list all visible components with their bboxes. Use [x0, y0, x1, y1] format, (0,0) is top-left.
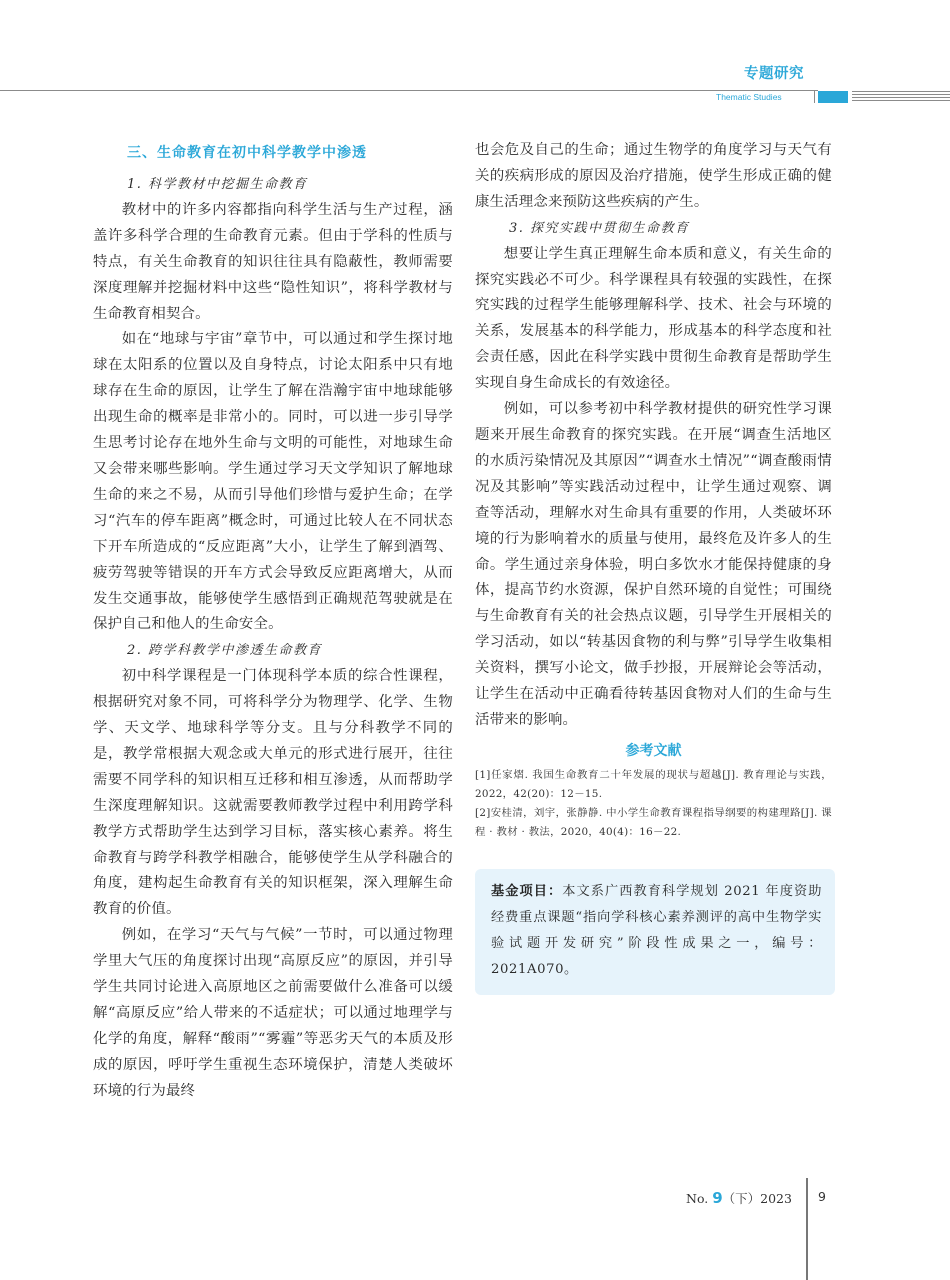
paragraph: 如在“地球与宇宙”章节中，可以通过和学生探讨地球在太阳系的位置以及自身特点，讨论太阳系中只有地球存在生命的原因，让学生了解在浩瀚宇宙中地球能够出现生命的概率是非常小的。同时，可以进一步引导学生思考讨论存在地外生命与文明的可能性，对地球生命又会带来哪些影响。学生通过学习天文学知识了解地球生命的来之不易，从而引导他们珍惜与爱护生命；在学习“汽车的停车距离”概念时，可通过比较人在不同状态下开车所造成的“反应距离”大小，让学生了解到酒驾、疲劳驾驶等错误的开车方式会导致反应距离增大，从而发生交通事故，能够使学生感悟到正确规范驾驶就是在保护自己和他人的生命安全。 — [93, 331, 453, 633]
funding-box — [475, 869, 835, 995]
issue-prefix: No. — [686, 1191, 709, 1206]
paragraph: 教材中的许多内容都指向科学生活与生产过程，涵盖许多科学合理的生命教育元素。但由于学科的性质与特点，有关生命教育的知识往往具有隐蔽性，教师需要深度理解并挖掘材料中这些“隐性知识”，将科学教材与生命教育相契合。 — [93, 201, 453, 322]
header-divider — [814, 90, 815, 103]
references-title: 参考文献 — [625, 742, 682, 759]
section-heading: 三、生命教育在初中科学教学中渗透 — [127, 145, 367, 161]
paragraph: 想要让学生真正理解生命本质和意义，有关生命的探究实践必不可少。科学课程具有较强的实践性，在探究实践的过程学生能够理解科学、技术、社会与环境的关系，发展基本的科学能力，形成基本的科学态度和社会责任感，因此在科学实践中贯彻生命教育是帮助学生实现自身生命成长的有效途径。 — [475, 245, 832, 392]
header-stripes — [852, 91, 950, 103]
reference-item: [2]安桂清，刘宇，张静静. 中小学生命教育课程指导纲要的构建理路[J]. 课程 · 教材 · 教法，2020，40(4)：16－22. — [475, 807, 832, 839]
reference-item: [1]任家熠. 我国生命教育二十年发展的现状与超越[J]. 教育理论与实践，2022，42(20)：12－15. — [475, 768, 832, 801]
footer-divider — [806, 1178, 808, 1280]
page-number: 9 — [818, 1189, 826, 1204]
header-rule — [0, 90, 818, 91]
header-accent-block — [818, 91, 848, 103]
section-label: 专题研究 — [744, 66, 804, 82]
paragraph: 初中科学课程是一门体现科学本质的综合性课程，根据研究对象不同，可将科学分为物理学、化学、生物学、天文学、地球科学等分支。且与分科教学不同的是，教学常根据大观念或大单元的形式进行展开，往往需要不同学科的知识相互迁移和相互渗透，从而帮助学生深度理解知识。这就需要教师教学过程中利用跨学科教学方式帮助学生达到学习目标，落实核心素养。将生命教育与跨学科教学相融合，能够使学生从学科融合的角度，建构起生命教育有关的知识框架，深入理解生命教育的价值。 — [93, 668, 453, 918]
section-label-en: Thematic Studies — [716, 92, 782, 102]
funding-text — [491, 879, 822, 983]
funding-label: 基金项目： — [491, 883, 563, 899]
right-column — [475, 138, 832, 995]
subsection-title-3: 3. 探究实践中贯彻生命教育 — [509, 220, 690, 236]
subsection-title-1: 1. 科学教材中挖掘生命教育 — [127, 177, 308, 192]
issue-number: 9 — [712, 1189, 723, 1207]
funding-body: 本文系广西教育科学规划 2021 年度资助经费重点课题“指向学科核心素养测评的高中生物学实验试题开发研究”阶段性成果之一，编号：2021A070。 — [491, 883, 822, 977]
left-column — [93, 138, 453, 1105]
paragraph: 例如，在学习“天气与气候”一节时，可以通过物理学里大气压的角度探讨出现“高原反应”的原因，并引导学生共同讨论进入高原地区之前需要做什么准备可以缓解“高原反应”给人带来的不适症状；可以通过地理学与化学的角度，解释“酸雨”“雾霾”等恶劣天气的本质及形成的原因，呼吁学生重视生态环境保护，清楚人类破坏环境的行为最终 — [93, 927, 453, 1099]
paragraph: 例如，可以参考初中科学教材提供的研究性学习课题来开展生命教育的探究实践。在开展“调查生活地区的水质污染情况及其原因”“调查水土情况”“调查酸雨情况及其影响”等实践活动过程中，让学生通过观察、调查等活动，理解水对生命具有重要的作用，人类破坏环境的行为影响着水的质量与使用，最终危及许多人的生命。学生通过亲身体验，明白多饮水才能保持健康的身体，提高节约水资源，保护自然环境的自觉性；可围绕与生命教育有关的社会热点议题，引导学生开展相关的学习活动，如以“转基因食物的利与弊”引导学生收集相关资料，撰写小论文，做手抄报，开展辩论会等活动，让学生在活动中正确看待转基因食物对人们的生命与生活带来的影响。 — [475, 401, 832, 728]
subsection-title-2: 2. 跨学科教学中渗透生命教育 — [127, 643, 323, 659]
issue-info — [686, 1189, 802, 1207]
paragraph-continued: 也会危及自己的生命；通过生物学的角度学习与天气有关的疾病形成的原因及治疗措施，使学生形成正确的健康生活理念来预防这些疾病的产生。 — [475, 142, 832, 210]
issue-suffix: （下）2023 — [722, 1191, 792, 1206]
